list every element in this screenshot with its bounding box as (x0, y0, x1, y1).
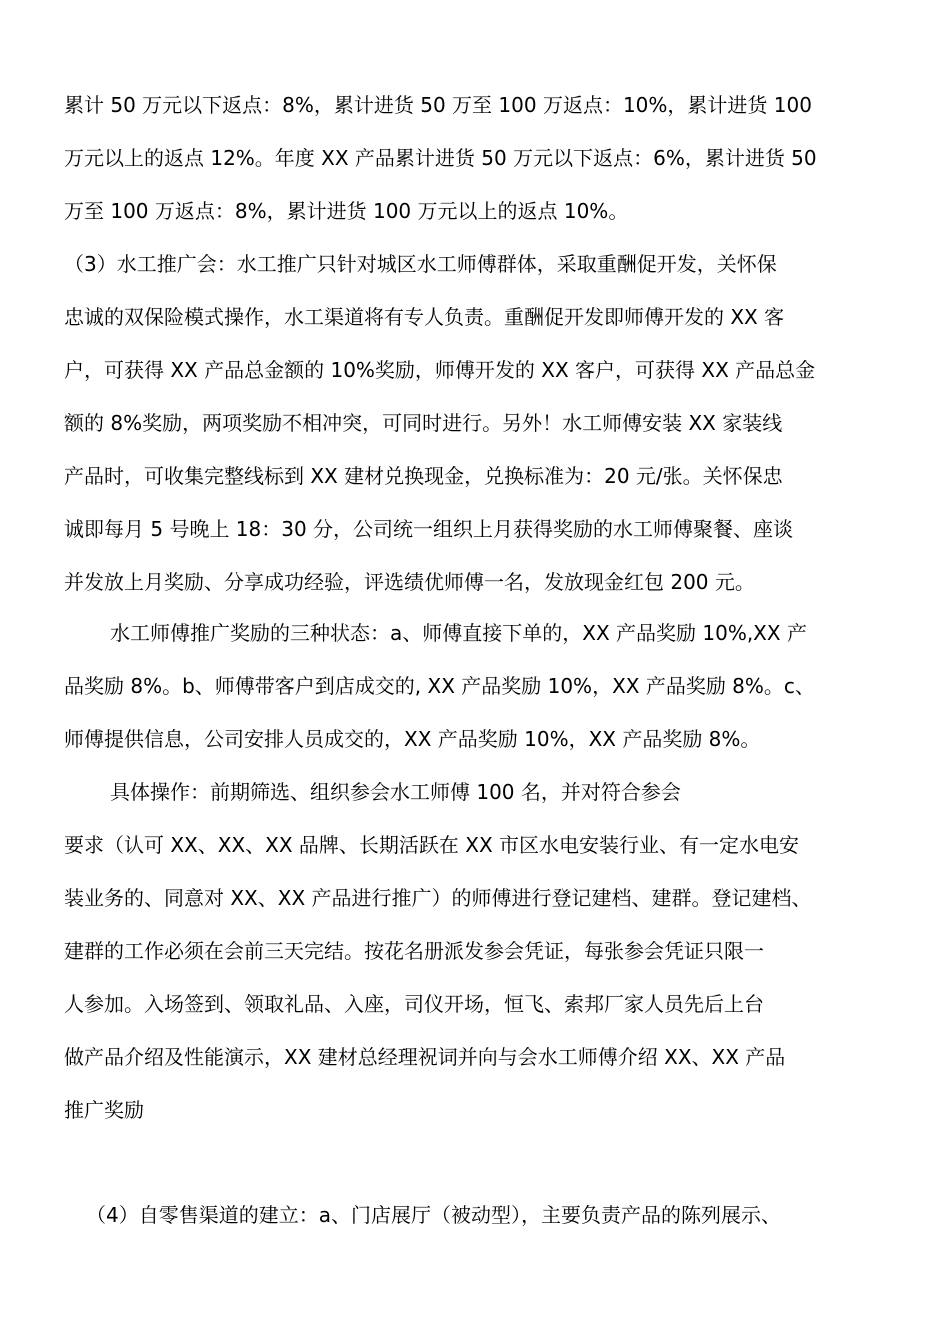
text-line: 额的 8%奖励，两项奖励不相冲突，可同时进行。另外！水工师傅安装 XX 家装线 (64, 411, 783, 435)
text-line: 要求（认可 XX、XX、XX 品牌、长期活跃在 XX 市区水电安装行业、有一定水电安 (64, 833, 800, 857)
text-line: 并发放上月奖励、分享成功经验，评选绩优师傅一名，发放现金红包 200 元。 (64, 570, 755, 594)
text-line: 装业务的、同意对 XX、XX 产品进行推广）的师傅进行登记建档、建群。登记建档、 (64, 886, 812, 910)
text-line: 万至 100 万返点：8%，累计进货 100 万元以上的返点 10%。 (64, 199, 629, 223)
text-line: 户，可获得 XX 产品总金额的 10%奖励，师傅开发的 XX 客户，可获得 XX 产品总金 (64, 358, 816, 382)
text-line: 忠诚的双保险模式操作，水工渠道将有专人负责。重酬促开发即师傅开发的 XX 客 (64, 305, 785, 329)
text-line: 推广奖励 (64, 1098, 144, 1122)
text-line: 品奖励 8%。b、师傅带客户到店成交的, XX 产品奖励 10%，XX 产品奖励 8%。c、 (64, 674, 815, 698)
text-line: 具体操作：前期筛选、组织参会水工师傅 100 名，并对符合参会 (110, 780, 681, 804)
text-line: 产品时，可收集完整线标到 XX 建材兑换现金，兑换标准为：20 元/张。关怀保忠 (64, 464, 783, 488)
text-line: 累计 50 万元以下返点：8%，累计进货 50 万至 100 万返点：10%，累计进货 100 (64, 93, 812, 117)
text-line: （4）自零售渠道的建立：a、门店展厅（被动型），主要负责产品的陈列展示、 (86, 1203, 781, 1227)
text-line: 万元以上的返点 12%。年度 XX 产品累计进货 50 万元以下返点：6%，累计进货 50 (64, 146, 817, 170)
text-line: 建群的工作必须在会前三天完结。按花名册派发参会凭证，每张参会凭证只限一 (64, 939, 764, 963)
text-line: 诚即每月 5 号晚上 18：30 分，公司统一组织上月获得奖励的水工师傅聚餐、座谈 (64, 517, 794, 541)
text-line: 人参加。入场签到、领取礼品、入座，司仪开场，恒飞、索邦厂家人员先后上台 (64, 992, 764, 1016)
text-line: 师傅提供信息，公司安排人员成交的，XX 产品奖励 10%，XX 产品奖励 8%。 (64, 727, 761, 751)
text-line: 做产品介绍及性能演示，XX 建材总经理祝词并向与会水工师傅介绍 XX、XX 产品 (64, 1045, 786, 1069)
text-line: 水工师傅推广奖励的三种状态：a、师傅直接下单的，XX 产品奖励 10%,XX 产 (110, 621, 807, 645)
text-line: （3）水工推广会：水工推广只针对城区水工师傅群体，采取重酬促开发，关怀保 (64, 252, 777, 276)
